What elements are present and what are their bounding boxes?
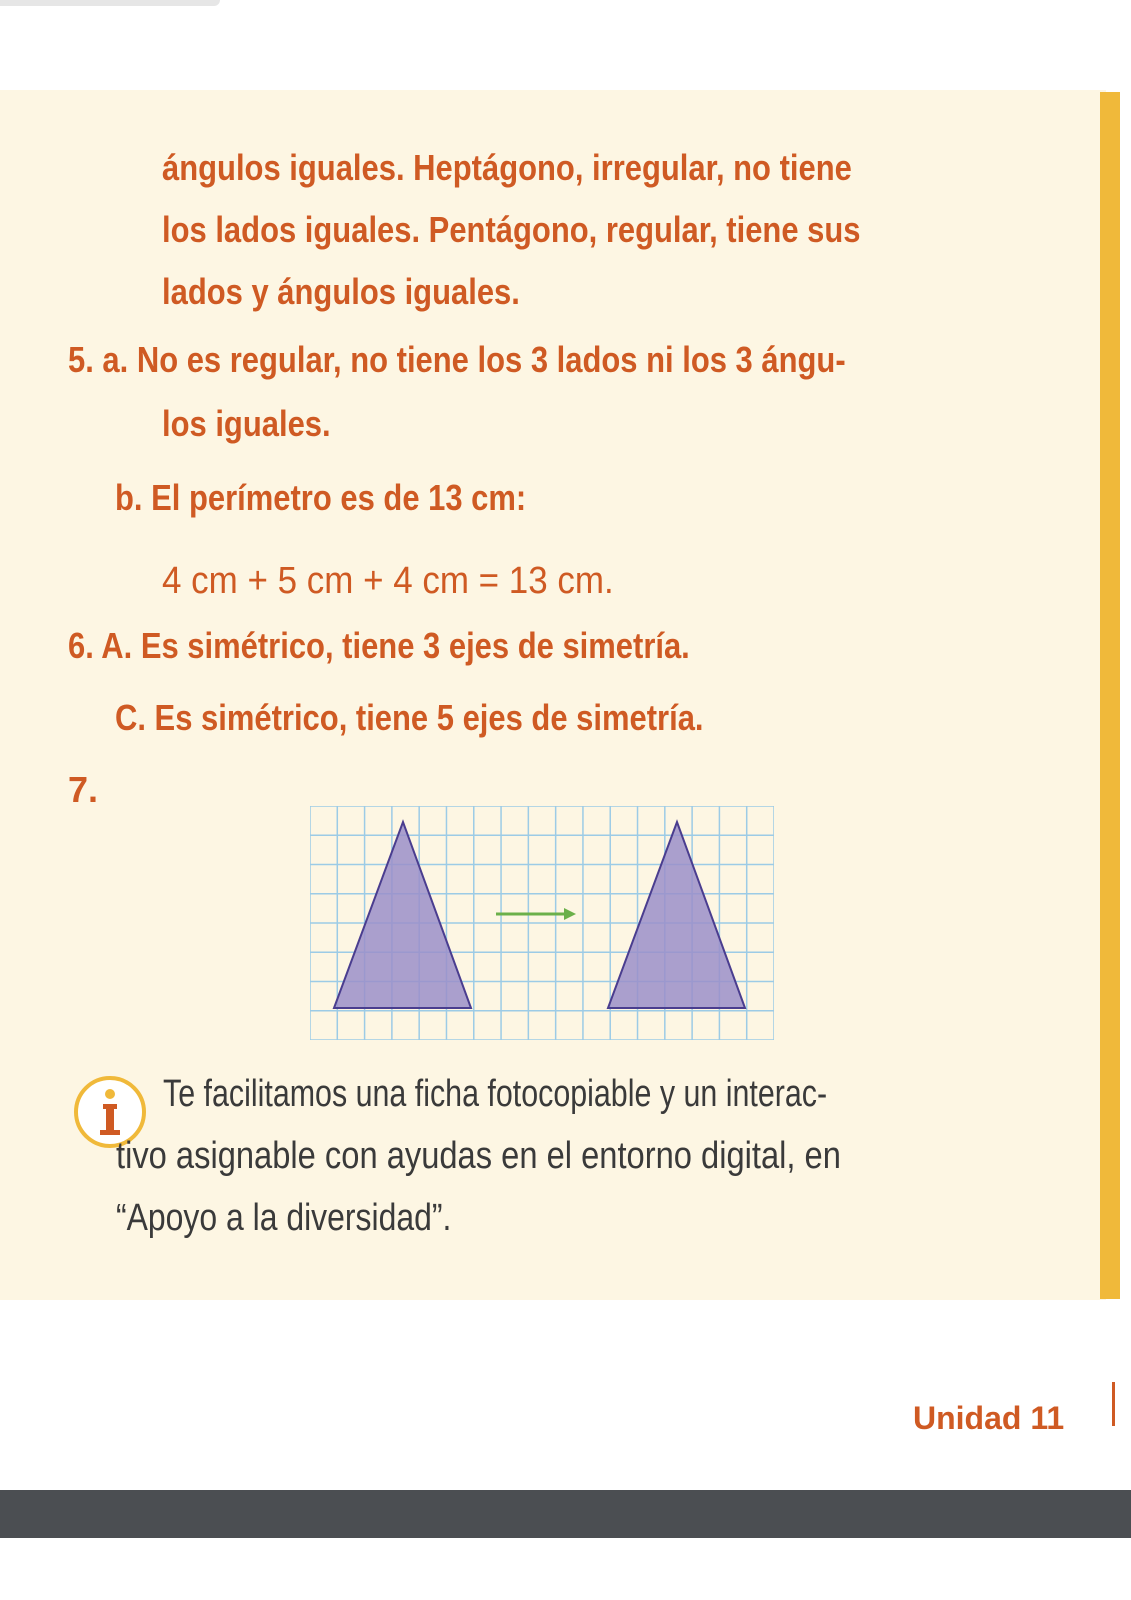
answer-line: ángulos iguales. Heptágono, irregular, no tiene	[162, 147, 852, 188]
unit-label: Unidad 11	[913, 1400, 1065, 1436]
panel-side-rule	[1100, 92, 1120, 1299]
note-line: tivo asignable con ayudas en el entorno digital, en	[116, 1135, 841, 1177]
answer-line: lados y ángulos iguales.	[162, 271, 520, 312]
bottom-band	[0, 1490, 1131, 1538]
note-line: Te facilitamos una ficha fotocopiable y un interac-	[163, 1073, 828, 1115]
answer-5b: b. El perímetro es de 13 cm:	[115, 477, 527, 518]
answer-5a: 5. a. No es regular, no tiene los 3 lados ni los 3 ángu-	[68, 339, 846, 380]
answer-5a-cont: los iguales.	[162, 403, 331, 444]
translation-arrow-head	[564, 908, 576, 920]
answer-6c: C. Es simétrico, tiene 5 ejes de simetría.	[115, 697, 704, 738]
answer-line: los lados iguales. Pentágono, regular, tiene sus	[162, 209, 861, 250]
answer-7-label: 7.	[68, 769, 99, 810]
top-bar	[0, 0, 220, 6]
note-line: “Apoyo a la diversidad”.	[116, 1197, 452, 1239]
perimeter-formula: 4 cm + 5 cm + 4 cm = 13 cm.	[162, 560, 614, 602]
translation-grid-figure	[310, 806, 774, 1040]
footer-rule	[1112, 1382, 1115, 1426]
answer-6a: 6. A. Es simétrico, tiene 3 ejes de simetría.	[68, 625, 690, 666]
translated-triangle	[608, 822, 745, 1008]
original-triangle	[334, 822, 471, 1008]
